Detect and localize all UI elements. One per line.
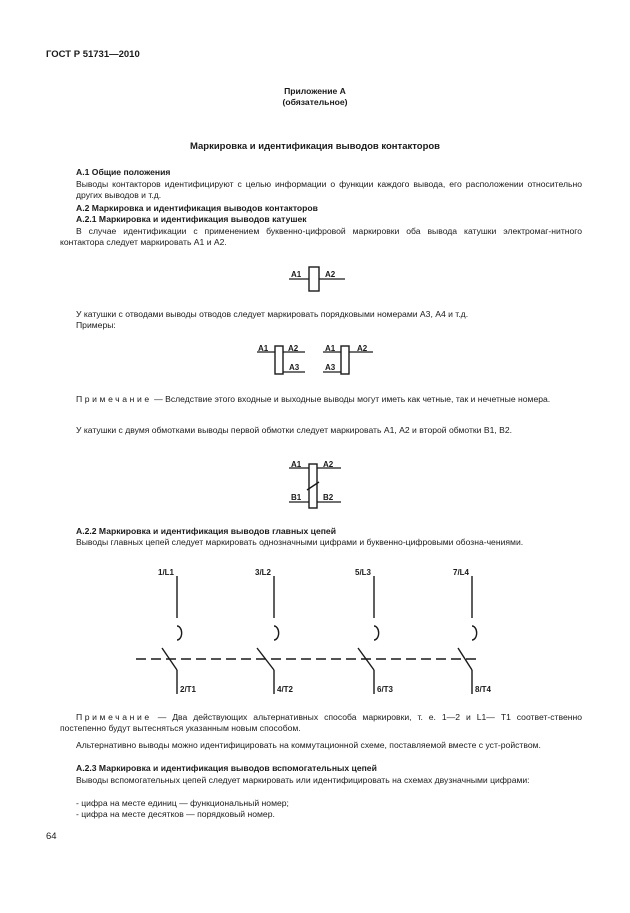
note-1-label: Примечание [76,394,152,404]
pole-2-top: 3/L2 [255,568,272,577]
section-a22-text: Выводы главных цепей следует маркировать однозначными цифрами и буквенно-цифровыми обозна-чениями. [76,537,524,547]
section-a23-title: А.2.3 Маркировка и идентификация выводов вспомогательных цепей [76,763,377,773]
coil-figure [285,263,355,295]
page-number: 64 [46,831,57,842]
pole-1 [158,568,197,694]
section-a1-text: Выводы контакторов идентифицируют с целью информации о функции каждого вывода, его расположении относительно других выводов и т.д. [76,179,582,201]
appendix-status: (обязательное) [282,97,348,107]
pole-4-bottom: 8/T4 [475,685,492,694]
pole-4-top: 7/L4 [453,568,470,577]
two-label-b2: B2 [323,493,334,502]
two-label-a2: A2 [323,460,334,469]
tapped-coil-left [257,344,305,374]
note-2-label: Примечание [76,712,152,722]
tap-text: У катушки с отводами выводы отводов следует маркировать порядковыми номерами А3, А4 и т.д. [76,309,469,319]
section-a2-title: А.2 Маркировка и идентификация выводов контакторов [76,203,318,213]
tap1-label-a1: A1 [258,344,269,353]
tapped-coil-right [323,344,373,374]
note-1 [60,394,582,405]
pole-2-bottom: 4/T2 [277,685,294,694]
pole-2 [255,568,294,694]
note-2 [60,712,582,735]
pole-3 [355,568,394,694]
pole-3-bottom: 6/T3 [377,685,394,694]
list-item-1: - цифра на месте единиц — функциональный номер; [76,798,289,808]
tap2-label-a2: A2 [357,344,368,353]
two-label-b1: B1 [291,493,302,502]
two-windings-text: У катушки с двумя обмотками выводы первой обмотки следует маркировать А1, А2 и второй обмотки В1, В2. [76,425,513,435]
examples-label: Примеры: [76,320,116,330]
section-heading: Маркировка и идентификация выводов контакторов [189,141,441,152]
coil-label-a2: A2 [325,270,336,279]
section-a1-title: А.1 Общие положения [76,167,171,177]
two-winding-figure [285,460,355,512]
appendix-title: Приложение А [284,86,346,96]
pole-1-bottom: 2/T1 [180,685,197,694]
section-a21-text: В случае идентификации с применением буквенно-цифровой маркировки оба вывода катушки электромаг-нитного контактора следует маркировать А1 и А2. [60,226,582,248]
coil-label-a1: A1 [291,270,302,279]
section-a23-text: Выводы вспомогательных цепей следует маркировать или идентифицировать на схемах двузначными цифрами: [76,775,530,785]
tapped-coil-figures [255,340,380,380]
document-header: ГОСТ Р 51731—2010 [46,49,140,60]
tap1-label-a3: A3 [289,363,300,372]
note-2-text: — Два действующих альтернативных способа маркировки, т. е. 1—2 и L1— Т1 соответ-ственно постепенно будут вытесняться указанным новым способом. [60,712,582,734]
alt-text: Альтернативно выводы можно идентифицировать на коммутационной схеме, поставляемой вместе с уст-ройством. [76,740,541,750]
pole-1-top: 1/L1 [158,568,175,577]
list-item-2: - цифра на месте десятков — порядковый номер. [76,809,275,819]
two-label-a1: A1 [291,460,302,469]
note-1-text: — Вследствие этого входные и выходные выводы могут иметь как четные, так и нечетные номера. [151,394,551,404]
tap1-label-a2: A2 [288,344,299,353]
section-a22-title: А.2.2 Маркировка и идентификация выводов главных цепей [76,526,336,536]
tap2-label-a3: A3 [325,363,336,372]
main-circuits-figure [130,566,500,700]
pole-3-top: 5/L3 [355,568,372,577]
pole-4 [453,568,492,694]
section-a21-title: А.2.1 Маркировка и идентификация выводов катушек [76,214,307,224]
tap2-label-a1: A1 [325,344,336,353]
